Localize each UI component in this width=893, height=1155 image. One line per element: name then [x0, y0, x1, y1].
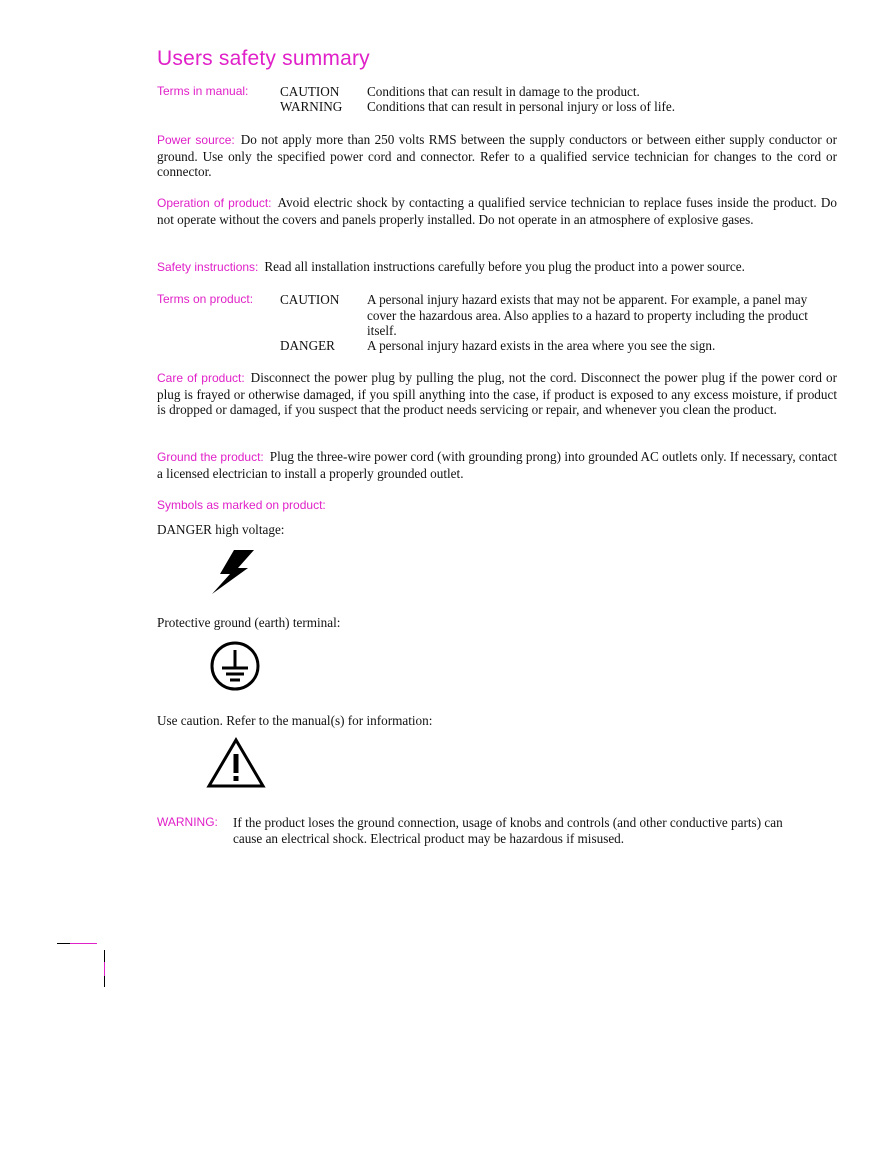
terms-on-product-label: Terms on product: — [157, 292, 254, 306]
high-voltage-caption: DANGER high voltage: — [157, 522, 285, 537]
protective-ground-caption: Protective ground (earth) terminal: — [157, 615, 341, 630]
crop-mark-vertical-accent — [104, 962, 105, 976]
warning-label: WARNING: — [157, 815, 218, 829]
crop-mark-accent — [70, 943, 97, 944]
care-text: Disconnect the power plug by pulling the plug, not the cord. Disconnect the power plug if the power cord or plug is frayed or otherwise damaged, if you spill anything into the case, if product is exposed to any excess moisture, if product is dropped or damaged, if you suspect that the product needs servicing or repair, and whenever you clean the product. — [157, 370, 838, 418]
safety-instructions-text: Read all installation instructions carefully before you plug the product into a power source. — [264, 259, 745, 274]
caution-caption: Use caution. Refer to the manual(s) for information: — [157, 713, 433, 728]
ground-label: Ground the product: — [157, 450, 264, 464]
warning-section — [157, 815, 837, 849]
care-paragraph — [157, 370, 837, 418]
operation-text: Avoid electric shock by contacting a qualified service technician to replace fuses inside the product. Do not operate without the covers and panels properly installed. Do not operate in an atmosphere of explosive gases. — [157, 195, 838, 227]
term-product-danger: DANGER — [280, 338, 335, 353]
protective-ground-icon — [209, 640, 263, 694]
term-warning-desc: Conditions that can result in personal injury or loss of life. — [367, 99, 676, 114]
page-title: Users safety summary — [157, 47, 370, 70]
operation-paragraph — [157, 195, 837, 227]
term-warning: WARNING — [280, 99, 343, 114]
term-caution: CAUTION — [280, 84, 340, 99]
safety-instructions-label: Safety instructions: — [157, 260, 259, 274]
symbols-label: Symbols as marked on product: — [157, 498, 326, 512]
operation-label: Operation of product: — [157, 196, 272, 210]
caution-triangle-icon — [206, 737, 266, 789]
power-source-paragraph — [157, 132, 837, 180]
power-source-label: Power source: — [157, 133, 235, 147]
term-product-caution: CAUTION — [280, 292, 340, 307]
terms-in-manual-label: Terms in manual: — [157, 84, 249, 98]
high-voltage-icon — [208, 548, 258, 596]
term-product-danger-desc: A personal injury hazard exists in the area where you see the sign. — [367, 338, 716, 353]
ground-text: Plug the three-wire power cord (with grounding prong) into grounded AC outlets only. If necessary, contact a licensed electrician to install a properly grounded outlet. — [157, 449, 837, 481]
terms-in-manual-section — [157, 84, 857, 116]
power-source-text: Do not apply more than 250 volts RMS between the supply conductors or between either supply conductor or ground. Use only the specified power cord and connector. Refer to a qualified service technician for changes to the cord or connector. — [157, 132, 838, 180]
terms-on-product-section — [157, 292, 857, 356]
term-caution-desc: Conditions that can result in damage to the product. — [367, 84, 640, 99]
ground-paragraph — [157, 449, 837, 481]
warning-text: If the product loses the ground connection, usage of knobs and controls (and other conductive parts) can cause an electrical shock. Electrical product may be hazardous if misused. — [233, 815, 783, 846]
care-label: Care of product: — [157, 371, 245, 385]
safety-instructions-paragraph — [157, 259, 837, 276]
term-product-caution-desc: A personal injury hazard exists that may not be apparent. For example, a panel may cover the hazardous area. Also applies to a hazard to property including the product itself. — [367, 292, 808, 339]
